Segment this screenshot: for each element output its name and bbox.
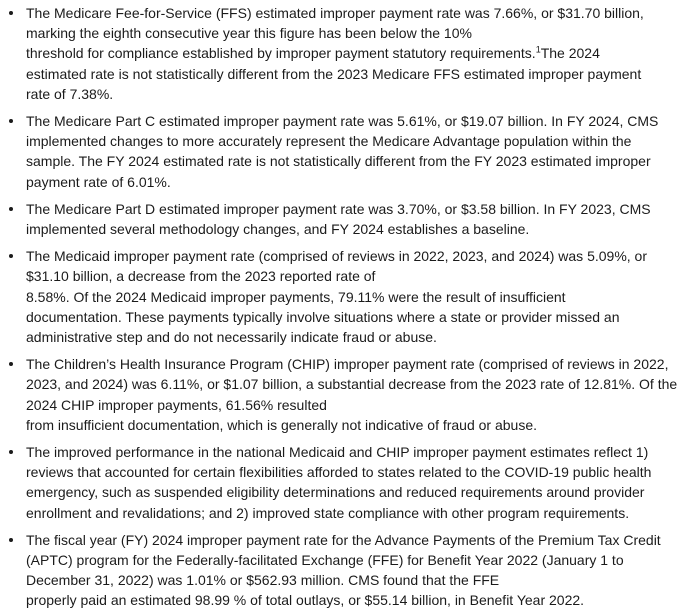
text-line: The Children’s Health Insurance Program (CHIP) improper payment rate (comprised of reviews in 2022,	[26, 356, 669, 373]
text-line: payment rate of 6.01%.	[26, 173, 171, 190]
text-line-segment: threshold for compliance established by improper payment statutory requirements.	[26, 45, 536, 62]
text-line: $31.10 billion, a decrease from the 2023 reported rate of	[26, 268, 376, 285]
text-line: implemented changes to more accurately represent the Medicare Advantage population within the	[26, 133, 632, 150]
bullet-dot	[9, 119, 13, 123]
text-line: The Medicare Part C estimated improper payment rate was 5.61%, or $19.07 billion. In FY 2024, CMS	[26, 113, 659, 130]
text-line: The improved performance in the national Medicaid and CHIP improper payment estimates reflect 1)	[26, 444, 649, 461]
text-line	[26, 43, 679, 63]
text-line: 2024 CHIP improper payments, 61.56% resulted	[26, 396, 327, 413]
bullet-dot	[9, 538, 13, 542]
text-line: sample. The FY 2024 estimated rate is not statistically different from the FY 2023 estimated improper	[26, 153, 651, 170]
footnote-marker[interactable]: 1	[535, 44, 541, 55]
text-line: administrative step and do not necessarily indicate fraud or abuse.	[26, 329, 437, 346]
text-line: December 31, 2022) was 1.01% or $562.93 million. CMS found that the FFE	[26, 572, 500, 589]
bullet-medicare-ffs	[0, 3, 687, 104]
bullet-chip	[0, 354, 687, 435]
text-line: documentation. These payments typically involve situations where a state or provider missed an	[26, 308, 620, 325]
text-line: reviews that accounted for certain flexibilities afforded to states related to the COVID-19 public health	[26, 464, 652, 481]
bullet-medicare-part-d	[0, 199, 687, 239]
bullet-medicaid	[0, 246, 687, 347]
text-line: 2023, and 2024) was 6.11%, or $1.07 billion, a substantial decrease from the 2023 rate of 12.81%. Of the	[26, 376, 678, 393]
text-line: The Medicare Fee-for-Service (FFS) estimated improper payment rate was 7.66%, or $31.70 billion,	[26, 5, 644, 21]
bullet-dot	[9, 362, 13, 366]
bullet-dot	[9, 11, 13, 15]
bullet-dot	[9, 207, 13, 211]
text-line: enrollment and revalidations; and 2) improved state compliance with other program requirements.	[26, 504, 630, 521]
text-line: properly paid an estimated 98.99 % of total outlays, or $55.14 billion, in Benefit Year 2022.	[26, 592, 585, 609]
bullet-dot	[9, 254, 13, 258]
text-line: implemented several methodology changes, and FY 2024 establishes a baseline.	[26, 221, 530, 238]
text-line: (APTC) program for the Federally-facilitated Exchange (FFE) for Benefit Year 2022 (January 1 to	[26, 552, 624, 569]
text-line: The Medicaid improper payment rate (comprised of reviews in 2022, 2023, and 2024) was 5.09%, or	[26, 248, 647, 265]
text-line: marking the eighth consecutive year this figure has been below the 10%	[26, 25, 472, 42]
text-line: estimated rate is not statistically different from the 2023 Medicare FFS estimated improper payment	[26, 65, 642, 82]
text-line: The Medicare Part D estimated improper payment rate was 3.70%, or $3.58 billion. In FY 2023, CMS	[26, 200, 651, 217]
bullet-improved-performance	[0, 442, 687, 523]
text-line: from insufficient documentation, which is generally not indicative of fraud or abuse.	[26, 416, 538, 433]
bullet-aptc	[0, 530, 687, 611]
text-line: emergency, such as suspended eligibility determinations and reduced requirements around provider	[26, 484, 645, 501]
bullet-dot	[9, 450, 13, 454]
text-line-segment: The 2024	[540, 45, 600, 62]
text-line: The fiscal year (FY) 2024 improper payment rate for the Advance Payments of the Premium Tax Credit	[26, 531, 661, 548]
text-line: 8.58%. Of the 2024 Medicaid improper payments, 79.11% were the result of insufficient	[26, 288, 566, 305]
text-line: rate of 7.38%.	[26, 85, 114, 102]
bullet-medicare-part-c	[0, 111, 687, 192]
